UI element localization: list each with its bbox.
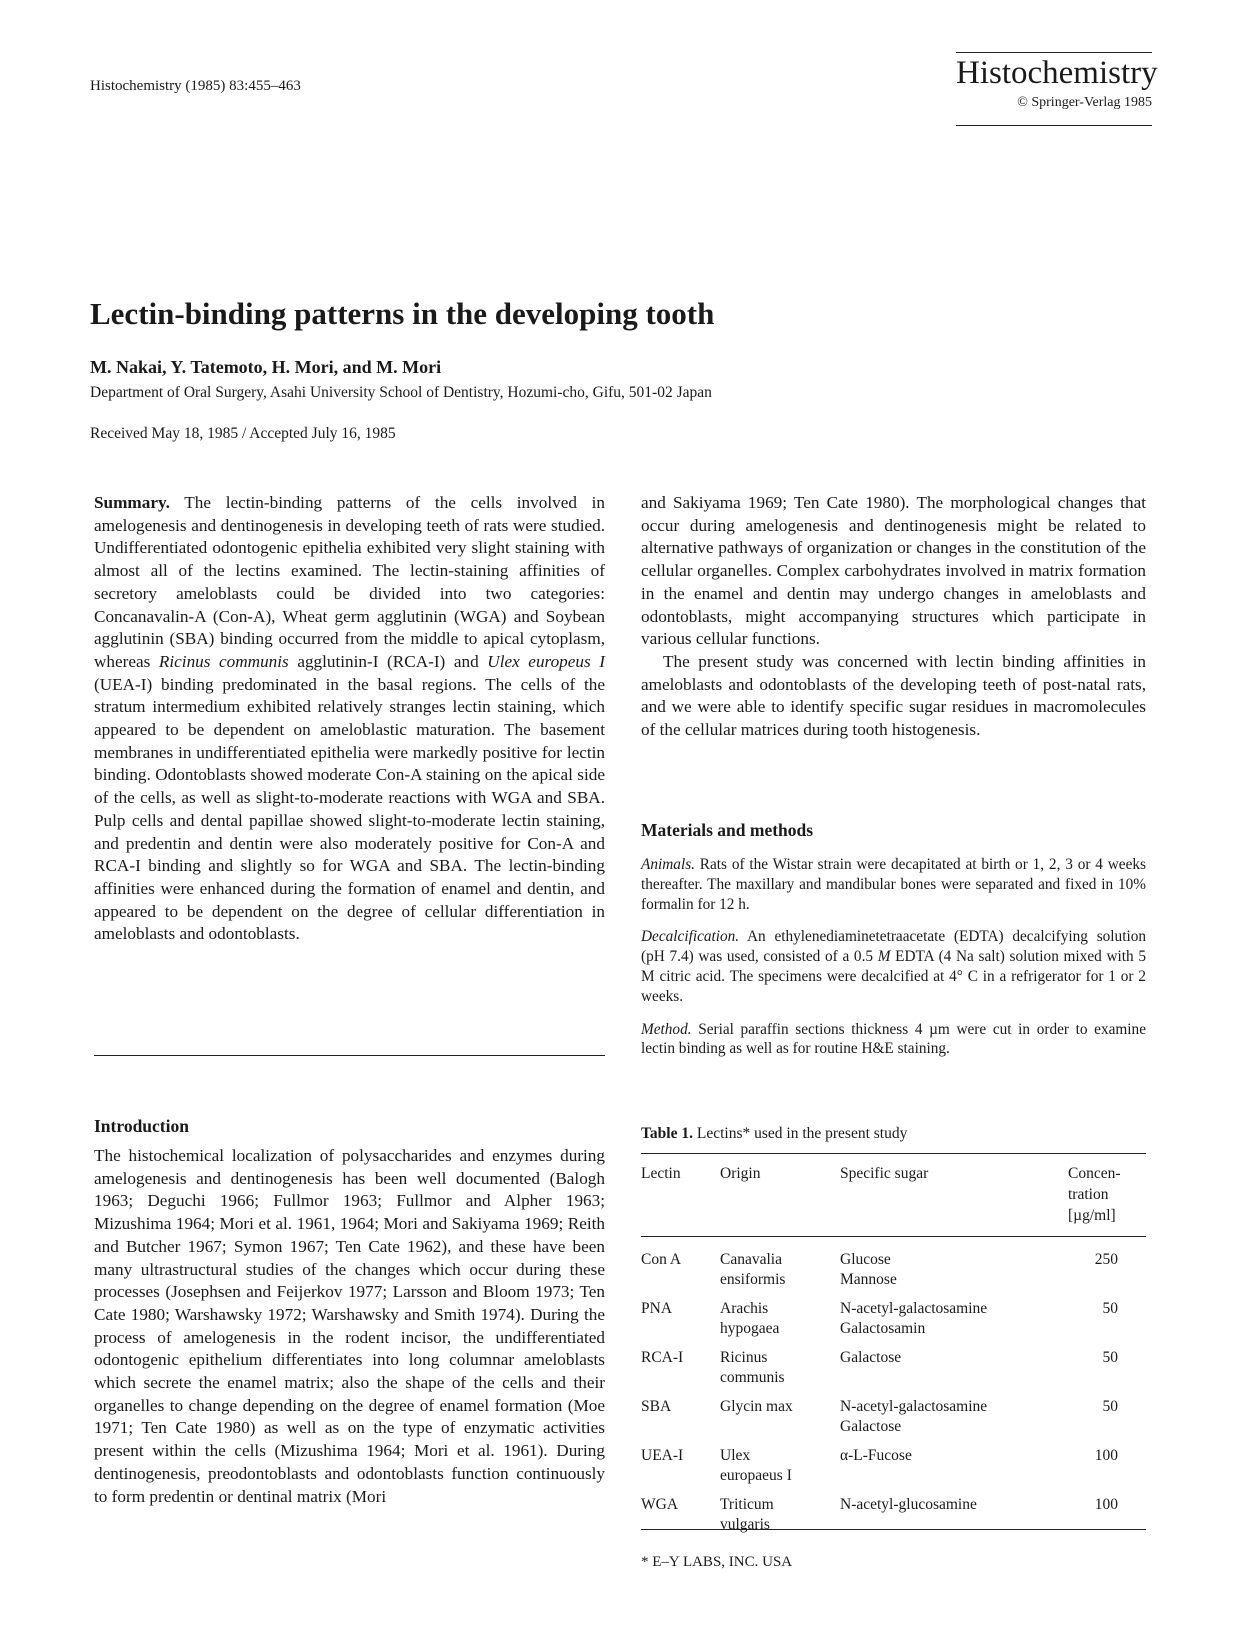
journal-masthead [956,52,1158,126]
sugar-line-2: Galactosamin [840,1319,926,1337]
origin-line-1: Ricinus [720,1349,768,1366]
table-header-conc-line-2: tration [1068,1186,1109,1203]
table-rule-header [641,1236,1146,1237]
article-authors: M. Nakai, Y. Tatemoto, H. Mori, and M. Mori [90,357,442,377]
materials-methods-heading: Materials and methods [641,820,814,840]
table-cell-origin [720,1250,785,1290]
summary-species-2: Ulex europeus I [487,651,605,671]
origin-line-1: Arachis [720,1300,769,1317]
table-cell-concentration: 100 [1094,1447,1118,1464]
method-text: Serial paraffin sections thickness 4 µm were cut in order to examine lectin binding as well as for routine H&E staining. [641,1020,1146,1058]
table-cell-concentration: 250 [1094,1251,1118,1268]
table-header-origin: Origin [720,1165,761,1182]
summary-divider [94,1055,605,1056]
origin-line-2: hypogaea [720,1319,780,1337]
masthead-rule-bottom [956,125,1152,126]
table-cell-sugar [840,1348,901,1368]
sugar-line-1: α-L-Fucose [840,1447,912,1464]
molar-symbol: M [877,948,891,966]
summary-label: Summary. [94,493,170,512]
decalcification-text-2: EDTA (4 Na salt) solution mixed with 5 M citric acid. The specimens were decalcified at 4° C in a refrigerator for 1 or 2 weeks. [641,948,1146,1005]
origin-line-1: Triticum [720,1496,774,1513]
origin-line-2: ensiformis [720,1270,786,1288]
origin-line-2: vulgaris [720,1515,770,1533]
table-cell-lectin: PNA [641,1300,673,1317]
table-cell-lectin: WGA [641,1496,679,1513]
origin-line-2: europaeus I [720,1466,792,1484]
table-cell-concentration: 100 [1094,1496,1118,1513]
table-cell-concentration: 50 [1102,1349,1118,1366]
sugar-line-2: Mannose [840,1270,897,1288]
copyright-notice: © Springer-Verlag 1985 [1017,95,1152,110]
table-cell-sugar [840,1495,977,1515]
animals-text: Rats of the Wistar strain were decapitated at birth or 1, 2, 3 or 4 weeks thereafter. The maxillary and mandibular bones were separated and fixed in 10% formalin for 12 h. [641,856,1146,913]
sugar-line-1: N-acetyl-glucosamine [840,1496,977,1513]
sugar-line-1: Galactose [840,1349,902,1366]
introduction-heading: Introduction [94,1116,189,1136]
table-rule-top [641,1153,1146,1154]
introduction-continued-text: and Sakiyama 1969; Ten Cate 1980). The morphological changes that occur during amelogenesis and dentinogenesis might be related to alternative pathways of organization or changes in the constitution of the cellular organelles. Complex carbohydrates involved in matrix formation in the enamel and dentin may undergo changes in ameloblasts and odontoblasts, might accompanying structures which participate in various cellular functions. [641,493,1146,649]
table-cell-concentration: 50 [1102,1300,1118,1317]
table-cell-origin [720,1446,792,1486]
table-cell-concentration: 50 [1102,1398,1118,1415]
received-dates: Received May 18, 1985 / Accepted July 16, 1985 [90,425,396,442]
journal-citation: Histochemistry (1985) 83:455–463 [90,78,301,94]
summary-paragraph [94,492,605,946]
table-cell-lectin: UEA-I [641,1447,684,1464]
sugar-line-1: N-acetyl-galactosamine [840,1300,988,1317]
author-affiliation: Department of Oral Surgery, Asahi University School of Dentistry, Hozumi-cho, Gifu, 501-02 Japan [90,384,712,401]
summary-species-1: Ricinus communis [158,651,289,671]
masthead-rule-top [956,52,1152,53]
introduction-section [94,1145,605,1508]
table-cell-origin [720,1348,785,1388]
table-cell-sugar [840,1446,912,1466]
table-cell-sugar [840,1250,897,1290]
sugar-line-1: N-acetyl-galactosamine [840,1398,988,1415]
table-cell-origin [720,1299,779,1339]
decalcification-text-1: An ethylenediaminetetraacetate (EDTA) decalcifying solution (pH 7.4) was used, consisted of a 0.5 [641,928,1146,966]
decalcification-paragraph [641,927,1146,1006]
table-footnote: * E–Y LABS, INC. USA [641,1554,793,1570]
summary-text-3: (UEA-I) binding predominated in the basal regions. The cells of the stratum intermedium exhibited relatively stranges lectin staining, which appeared to be dependent on ameloblastic maturation. The basement membranes in undifferentiated epithelia were markedly positive for lectin binding. Odontoblasts showed moderate Con-A staining on the apical side of the cells, as well as slight-to-moderate reactions with WGA and SBA. Pulp cells and dental papillae showed slight-to-moderate lectin staining, and predentin and dentin were also moderately positive for Con-A and RCA-I binding and slightly so for WGA and SBA. The lectin-binding affinities were enhanced during the formation of enamel and dentin, and appeared to be dependent on the degree of cellular differentiation in ameloblasts and odontoblasts. [94,674,605,944]
table-header-lectin: Lectin [641,1165,681,1182]
table-cell-lectin: RCA-I [641,1349,684,1366]
summary-section [94,492,605,946]
table-cell-lectin: SBA [641,1398,672,1415]
article-title: Lectin-binding patterns in the developing tooth [90,296,715,331]
method-paragraph [641,1020,1146,1060]
summary-text-1: The lectin-binding patterns of the cells involved in amelogenesis and dentinogenesis in developing teeth of rats were studied. Undifferentiated odontogenic epithelia exhibited very slight staining with almost all of the lectins examined. The lectin-staining affinities of secretory ameloblasts could be divided into two categories: Concanavalin-A (Con-A), Wheat germ agglutinin (WGA) and Soybean agglutinin (SBA) binding occurred from the middle to apical cytoplasm, whereas [94,493,605,671]
sugar-line-1: Glucose [840,1251,891,1268]
origin-line-1: Glycin max [720,1398,793,1415]
table-caption-label: Table 1. [641,1125,693,1142]
table-cell-sugar [840,1397,987,1437]
introduction-continued [641,492,1146,742]
table-caption [641,1125,907,1143]
table-header-sugar: Specific sugar [840,1165,929,1182]
table-cell-origin [720,1397,793,1417]
method-label: Method. [641,1020,692,1038]
table-header-concentration [1068,1163,1121,1226]
introduction-paragraph-1: The histochemical localization of polysaccharides and enzymes during amelogenesis and dentinogenesis has been well documented (Balogh 1963; Deguchi 1966; Fullmor 1963; Fullmor and Alpher 1963; Mizushima 1964; Mori et al. 1961, 1964; Mori and Sakiyama 1969; Reith and Butcher 1967; Symon 1967; Ten Cate 1962), and these have been many ultrastructural studies of the changes which occur during these processes (Josephsen and Feijerkov 1977; Larsson and Bloom 1973; Ten Cate 1980; Warshawsky 1972; Warshawsky and Smith 1974). During the process of amelogenesis in the rodent incisor, the undifferentiated odontogenic epithelium differentiates into long columnar ameloblasts which secrete the enamel matrix; also the shape of the cells and their organelles to change depending on the degree of enamel formation (Moe 1971; Ten Cate 1980) as well as on the type of enzymatic activities present within the cells (Mizushima 1964; Mori et al. 1961). During dentinogenesis, preodontoblasts and odontoblasts function continuously to form predentin or dentinal matrix (Mori [94,1146,605,1506]
materials-methods-section [641,855,1146,1072]
origin-line-1: Ulex [720,1447,751,1464]
decalcification-label: Decalcification. [641,928,740,946]
animals-paragraph [641,855,1146,914]
sugar-line-2: Galactose [840,1417,902,1435]
animals-label: Animals. [641,856,695,873]
introduction-paragraph-2: The present study was concerned with lectin binding affinities in ameloblasts and odontoblasts of the developing teeth of post-natal rats, and we were able to identify specific sugar residues in macromolecules of the cellular matrices during tooth histogenesis. [641,651,1146,740]
table-header-conc-line-3: [µg/ml] [1068,1207,1116,1224]
journal-name: Histochemistry [956,55,1158,91]
table-cell-lectin: Con A [641,1251,682,1268]
table-cell-sugar [840,1299,987,1339]
table-rule-bottom [641,1529,1146,1530]
origin-line-2: communis [720,1368,785,1386]
table-header-conc-line-1: Concen- [1068,1165,1121,1182]
table-caption-text: Lectins* used in the present study [692,1125,908,1142]
summary-text-2: agglutinin-I (RCA-I) and [288,651,488,671]
origin-line-1: Canavalia [720,1251,782,1268]
